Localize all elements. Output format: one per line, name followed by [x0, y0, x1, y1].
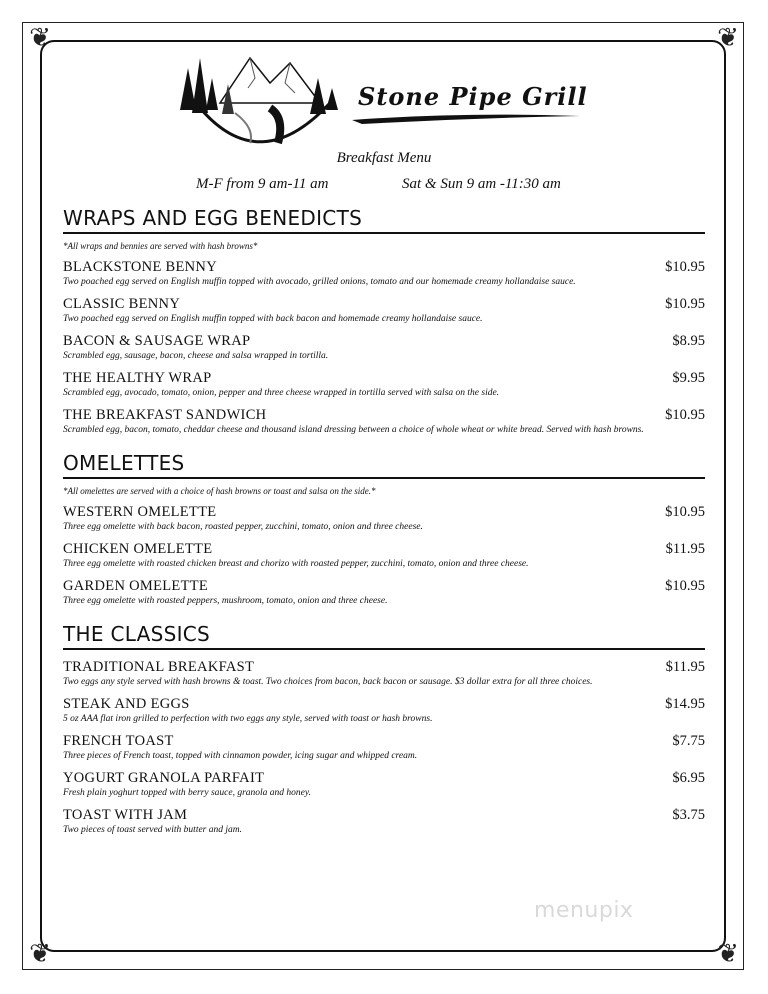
menu-item: [63, 540, 705, 571]
section-title: THE CLASSICS: [63, 620, 705, 650]
menu-item: [63, 369, 705, 400]
menu-section: [63, 204, 705, 437]
item-description: Three egg omelette with roasted chicken breast and chorizo with roasted pepper, zucchini, tomato, onion and three cheese.: [63, 559, 529, 569]
item-name: THE HEALTHY WRAP: [63, 370, 212, 386]
corner-ornament-icon: ❦: [717, 23, 739, 52]
item-price: $10.95: [665, 296, 705, 312]
watermark: menupix: [534, 898, 634, 923]
item-price: $6.95: [672, 770, 705, 786]
item-name: CLASSIC BENNY: [63, 296, 181, 312]
item-price: $8.95: [672, 333, 705, 349]
section-note: *All omelettes are served with a choice of hash browns or toast and salsa on the side.*: [63, 486, 376, 496]
hours-weekend: Sat & Sun 9 am -11:30 am: [402, 176, 561, 192]
corner-ornament-icon: ❦: [29, 939, 51, 968]
section-title: OMELETTES: [63, 449, 705, 479]
item-name: THE BREAKFAST SANDWICH: [63, 407, 267, 423]
item-description: Two eggs any style served with hash browns & toast. Two choices from bacon, back bacon or sausage. $3 dollar extra for all three choices.: [63, 677, 593, 687]
item-description: Three pieces of French toast, topped with cinnamon powder, icing sugar and whipped cream.: [63, 751, 418, 761]
item-name: CHICKEN OMELETTE: [63, 541, 213, 557]
item-price: $14.95: [665, 696, 705, 712]
menu-item: [63, 806, 705, 837]
item-price: $10.95: [665, 578, 705, 594]
item-description: Three egg omelette with back bacon, roasted pepper, zucchini, tomato, onion and three cheese.: [63, 522, 423, 532]
menu-item: [63, 503, 705, 534]
menu-content: [63, 204, 705, 837]
item-price: $11.95: [665, 541, 705, 557]
menu-section: [63, 449, 705, 608]
menu-item: [63, 695, 705, 726]
item-description: Two poached egg served on English muffin topped with back bacon and homemade creamy hollandaise sauce.: [63, 314, 483, 324]
section-note: *All wraps and bennies are served with hash browns*: [63, 241, 258, 251]
menu-item: [63, 258, 705, 289]
item-name: GARDEN OMELETTE: [63, 578, 209, 594]
item-description: Scrambled egg, avocado, tomato, onion, pepper and three cheese wrapped in tortilla served with salsa on the side.: [63, 388, 500, 398]
brand-swoosh-icon: [352, 110, 582, 126]
menu-item: [63, 658, 705, 689]
item-price: $9.95: [672, 370, 705, 386]
mountain-trees-logo-icon: [160, 48, 360, 148]
brand-name: Stone Pipe Grill: [358, 82, 588, 111]
item-name: TRADITIONAL BREAKFAST: [63, 659, 255, 675]
item-name: BACON & SAUSAGE WRAP: [63, 333, 251, 349]
item-name: STEAK AND EGGS: [63, 696, 190, 712]
menu-item: [63, 769, 705, 800]
menu-item: [63, 332, 705, 363]
item-description: 5 oz AAA flat iron grilled to perfection with two eggs any style, served with toast or hash browns.: [63, 714, 433, 724]
menu-item: [63, 295, 705, 326]
item-name: BLACKSTONE BENNY: [63, 259, 217, 275]
item-price: $3.75: [672, 807, 705, 823]
item-price: $7.75: [672, 733, 705, 749]
item-name: FRENCH TOAST: [63, 733, 174, 749]
item-description: Scrambled egg, bacon, tomato, cheddar cheese and thousand island dressing between a choice of whole wheat or white bread. Served with hash browns.: [63, 425, 644, 435]
menu-section: [63, 620, 705, 837]
item-name: YOGURT GRANOLA PARFAIT: [63, 770, 265, 786]
item-price: $10.95: [665, 407, 705, 423]
corner-ornament-icon: ❦: [29, 23, 51, 52]
menu-item: [63, 406, 705, 437]
section-title: WRAPS AND EGG BENEDICTS: [63, 204, 705, 234]
corner-ornament-icon: ❦: [717, 939, 739, 968]
item-description: Two pieces of toast served with butter and jam.: [63, 825, 242, 835]
item-price: $10.95: [665, 259, 705, 275]
item-price: $11.95: [665, 659, 705, 675]
item-description: Three egg omelette with roasted peppers, mushroom, tomato, onion and three cheese.: [63, 596, 388, 606]
item-price: $10.95: [665, 504, 705, 520]
item-name: TOAST WITH JAM: [63, 807, 188, 823]
menu-item: [63, 577, 705, 608]
menu-item: [63, 732, 705, 763]
item-name: WESTERN OMELETTE: [63, 504, 217, 520]
item-description: Two poached egg served on English muffin topped with avocado, grilled onions, tomato and our homemade creamy hollandaise sauce.: [63, 277, 576, 287]
item-description: Scrambled egg, sausage, bacon, cheese and salsa wrapped in tortilla.: [63, 351, 329, 361]
hours-weekday: M-F from 9 am-11 am: [196, 176, 329, 192]
item-description: Fresh plain yoghurt topped with berry sauce, granola and honey.: [63, 788, 311, 798]
menu-subtitle: Breakfast Menu: [336, 150, 432, 166]
